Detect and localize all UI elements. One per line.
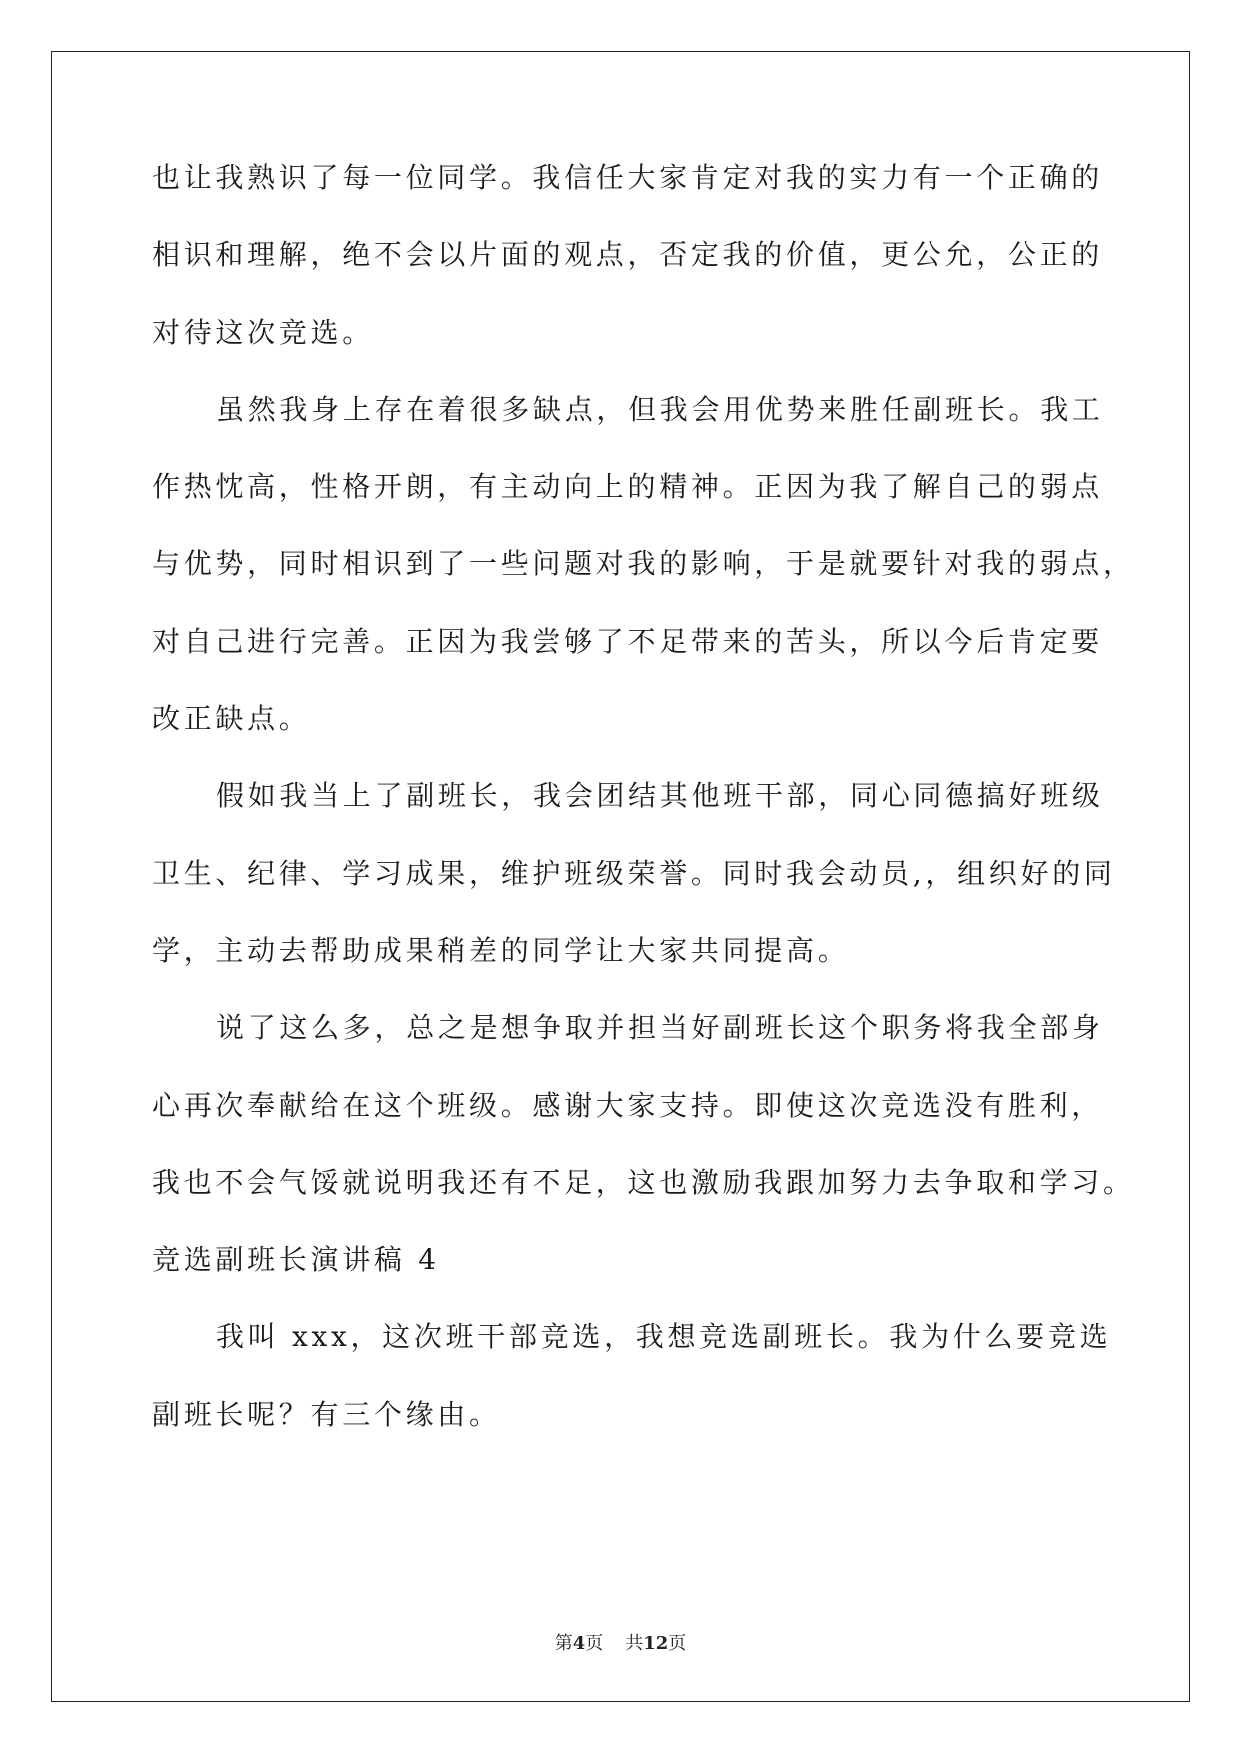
text-line: 改正缺点。 xyxy=(152,702,311,736)
text-line: 我也不会气馁就说明我还有不足，这也激励我跟加努力去争取和学习。 xyxy=(152,1165,1135,1199)
paragraph-first-line: 虽然我身上存在着很多缺点，但我会用优势来胜任副班长。我工 xyxy=(216,392,1104,426)
paragraph-first-line: 假如我当上了副班长，我会团结其他班干部，同心同德搞好班级 xyxy=(216,779,1104,813)
document-body xyxy=(152,161,1135,1475)
page-suffix: 页 xyxy=(585,1633,604,1654)
text-line: 对自己进行完善。正因为我尝够了不足带来的苦头，所以今后肯定要 xyxy=(152,624,1104,658)
text-line: 与优势，同时相识到了一些问题对我的影响，于是就要针对我的弱点， xyxy=(152,547,1135,581)
page-prefix: 第 xyxy=(554,1633,573,1654)
total-prefix: 共 xyxy=(625,1633,644,1654)
paragraph-first-line: 我叫 xxx，这次班干部竞选，我想竞选副班长。我为什么要竞选 xyxy=(216,1320,1112,1354)
text-line: 相识和理解，绝不会以片面的观点，否定我的价值，更公允，公正的 xyxy=(152,238,1104,272)
text-line: 学，主动去帮助成果稍差的同学让大家共同提高。 xyxy=(152,933,850,967)
text-line: 作热忱高，性格开朗，有主动向上的精神。正因为我了解自己的弱点 xyxy=(152,470,1104,504)
paragraph-first-line: 说了这么多，总之是想争取并担当好副班长这个职务将我全部身 xyxy=(216,1011,1104,1045)
text-line: 心再次奉献给在这个班级。感谢大家支持。即使这次竞选没有胜利， xyxy=(152,1088,1104,1122)
page-footer xyxy=(0,1632,1241,1656)
text-line: 副班长呢？有三个缘由。 xyxy=(152,1397,501,1431)
section-heading: 竞选副班长演讲稿 4 xyxy=(152,1243,440,1277)
total-suffix: 页 xyxy=(668,1633,687,1654)
page-number: 4 xyxy=(572,1633,586,1654)
text-line: 也让我熟识了每一位同学。我信任大家肯定对我的实力有一个正确的 xyxy=(152,161,1104,194)
total-pages: 12 xyxy=(643,1633,669,1654)
text-line: 卫生、纪律、学习成果，维护班级荣誉。同时我会动员,，组织好的同 xyxy=(152,856,1116,890)
text-line: 对待这次竞选。 xyxy=(152,315,374,349)
